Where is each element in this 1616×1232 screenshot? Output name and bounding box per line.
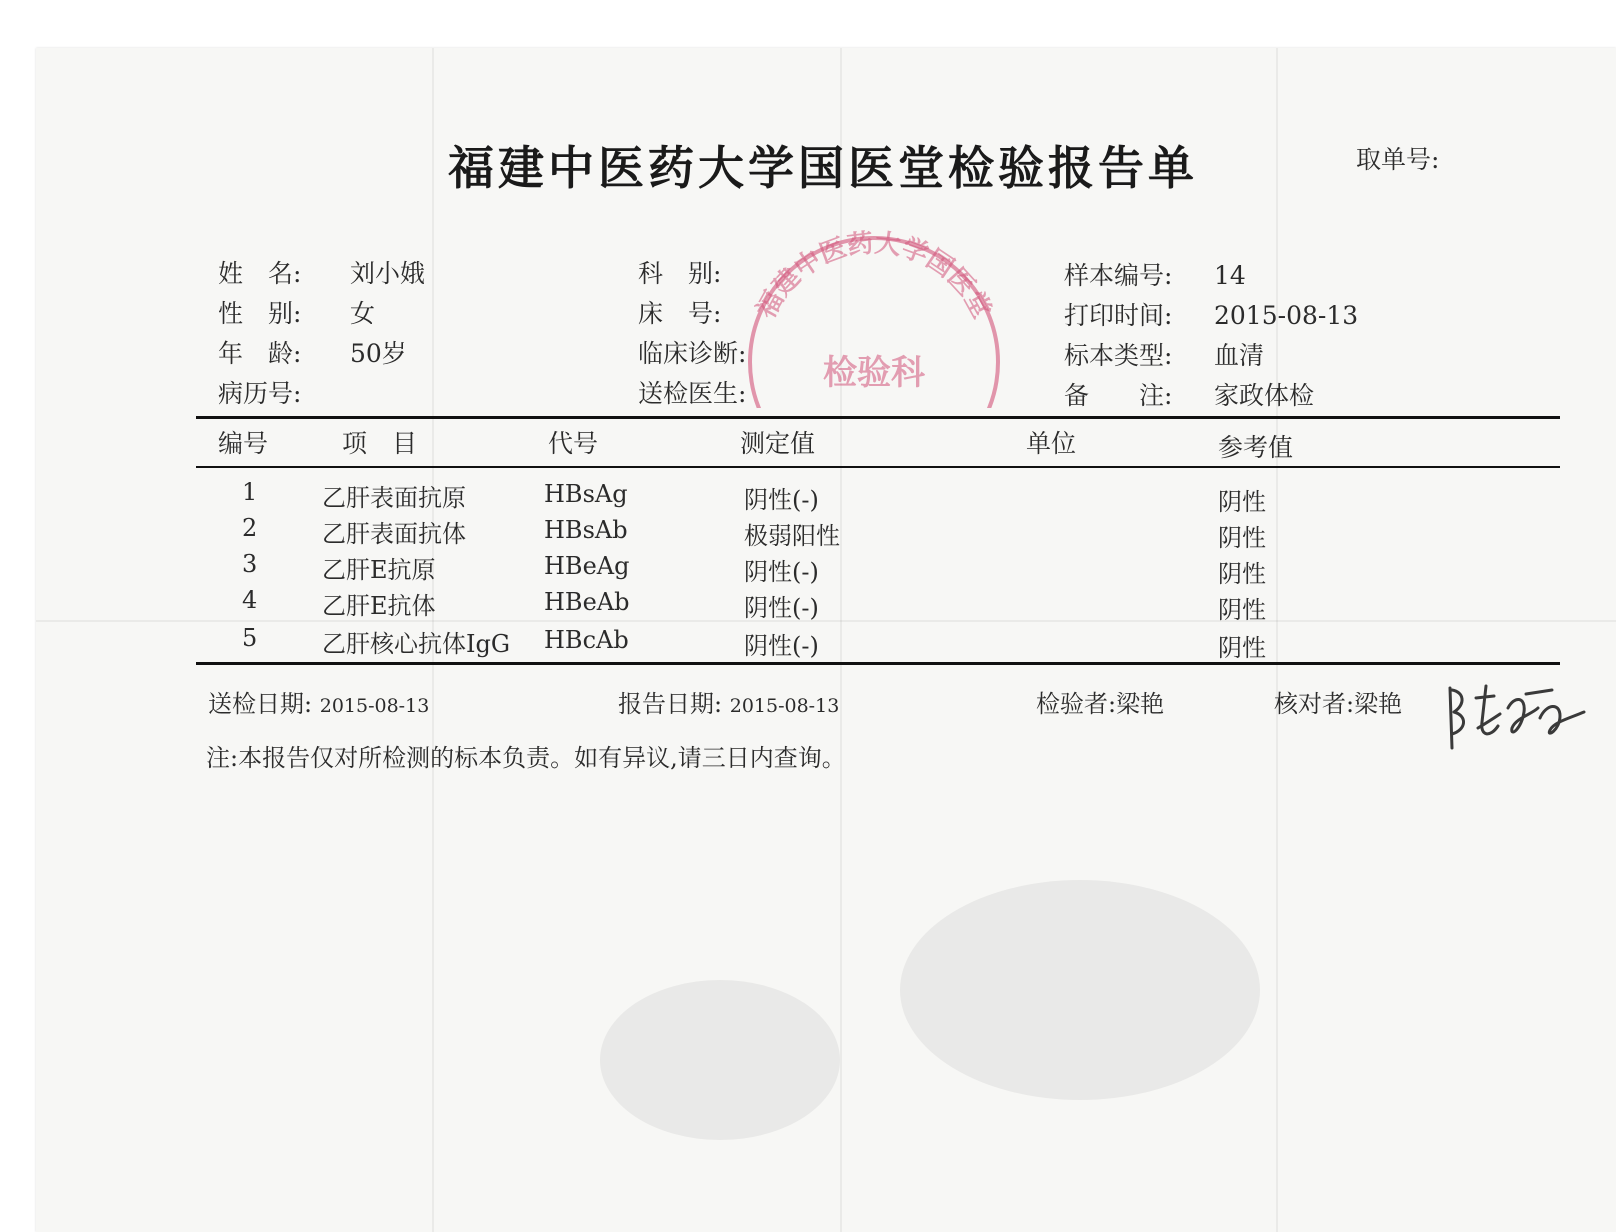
row-value: 阴性(-) <box>744 632 819 660</box>
column-header-unit: 单位 <box>1026 429 1077 458</box>
checker-field <box>1274 684 1402 719</box>
patient-gender-label: 性 别: <box>218 299 302 328</box>
remark-label: 备 注: <box>1064 381 1173 410</box>
patient-age-value: 50岁 <box>350 339 407 368</box>
patient-record-label: 病历号: <box>218 379 302 408</box>
patient-age-label: 年 龄: <box>218 339 302 368</box>
print-time-label: 打印时间: <box>1064 301 1173 330</box>
row-code: HBcAb <box>544 626 629 654</box>
row-number: 1 <box>242 478 258 506</box>
print-time-field <box>1064 296 1358 332</box>
remark-value: 家政体检 <box>1214 381 1315 410</box>
sample-type-field <box>1064 336 1264 372</box>
row-reference: 阴性 <box>1218 634 1266 662</box>
report-title: 福建中医药大学国医堂检验报告单 <box>448 141 1198 195</box>
svg-text:福建中医药大学国医堂 <box>751 228 996 323</box>
row-item: 乙肝表面抗体 <box>322 520 466 548</box>
sample-type-value: 血清 <box>1214 341 1265 370</box>
table-header-rule <box>196 466 1560 468</box>
row-reference: 阴性 <box>1218 488 1266 516</box>
row-reference: 阴性 <box>1218 524 1266 552</box>
submit-date-field <box>208 684 429 719</box>
bed-label: 床 号: <box>638 299 722 328</box>
sample-type-label: 标本类型: <box>1064 341 1173 370</box>
patient-name-value: 刘小娥 <box>350 259 426 288</box>
patient-gender-field <box>218 294 375 330</box>
row-code: HBeAb <box>544 588 630 616</box>
row-number: 4 <box>242 586 258 614</box>
column-header-reference: 参考值 <box>1218 433 1294 462</box>
row-code: HBsAb <box>544 516 628 544</box>
paper-smudge <box>900 880 1260 1100</box>
report-date-label: 报告日期: <box>618 690 723 718</box>
row-number: 5 <box>242 624 258 652</box>
row-number: 3 <box>242 550 258 578</box>
row-code: HBeAg <box>544 552 630 580</box>
row-item: 乙肝E抗体 <box>322 592 436 620</box>
patient-gender-value: 女 <box>350 299 376 328</box>
row-item: 乙肝表面抗原 <box>322 484 466 512</box>
row-reference: 阴性 <box>1218 596 1266 624</box>
report-date-field <box>618 684 839 719</box>
remark-field <box>1064 376 1314 412</box>
table-bottom-rule <box>196 662 1560 665</box>
patient-record-field <box>218 374 301 410</box>
patient-name-label: 姓 名: <box>218 259 302 288</box>
department-field <box>638 254 721 290</box>
stamp-bottom-text: 检验科 <box>823 353 925 393</box>
column-header-item: 项 目 <box>342 429 418 458</box>
paper-fold-line <box>36 620 1616 622</box>
disclaimer-note: 注:本报告仅对所检测的标本负责。如有异议,请三日内查询。 <box>206 744 846 772</box>
diagnosis-label: 临床诊断: <box>638 339 747 368</box>
bed-field <box>638 294 721 330</box>
tester-field <box>1036 684 1164 719</box>
stamp-top-text: 福建中医药大学国医堂 <box>751 228 997 324</box>
row-code: HBsAg <box>544 480 628 508</box>
doctor-field <box>638 374 746 410</box>
diagnosis-field <box>638 334 746 370</box>
doctor-label: 送检医生: <box>638 379 747 408</box>
tester-label: 检验者: <box>1036 690 1117 718</box>
paper-smudge <box>600 980 840 1140</box>
print-time-value: 2015-08-13 <box>1214 301 1359 330</box>
row-number: 2 <box>242 514 258 542</box>
patient-age-field <box>218 334 407 370</box>
column-header-code: 代号 <box>548 429 599 458</box>
sample-number-value: 14 <box>1214 261 1246 290</box>
paper-fold-line <box>1276 48 1278 1232</box>
checker-label: 核对者: <box>1274 690 1355 718</box>
row-value: 阴性(-) <box>744 486 819 514</box>
patient-name-field <box>218 254 425 290</box>
table-top-rule <box>196 416 1560 419</box>
submit-date-value: 2015-08-13 <box>319 695 430 717</box>
sample-number-label: 样本编号: <box>1064 261 1173 290</box>
department-label: 科 别: <box>638 259 722 288</box>
lab-department-stamp <box>736 212 1012 408</box>
handwritten-signature <box>1442 678 1592 758</box>
row-value: 阴性(-) <box>744 594 819 622</box>
column-header-number: 编号 <box>218 429 269 458</box>
row-item: 乙肝核心抗体IgG <box>322 630 511 658</box>
report-date-value: 2015-08-13 <box>729 695 840 717</box>
submit-date-label: 送检日期: <box>208 690 313 718</box>
checker-value: 梁艳 <box>1354 690 1403 718</box>
row-value: 极弱阳性 <box>744 522 840 550</box>
pickup-number-label: 取单号: <box>1356 145 1440 174</box>
tester-value: 梁艳 <box>1116 690 1165 718</box>
row-reference: 阴性 <box>1218 560 1266 588</box>
sample-number-field <box>1064 256 1246 292</box>
column-header-value: 测定值 <box>740 429 816 458</box>
row-item: 乙肝E抗原 <box>322 556 436 584</box>
row-value: 阴性(-) <box>744 558 819 586</box>
